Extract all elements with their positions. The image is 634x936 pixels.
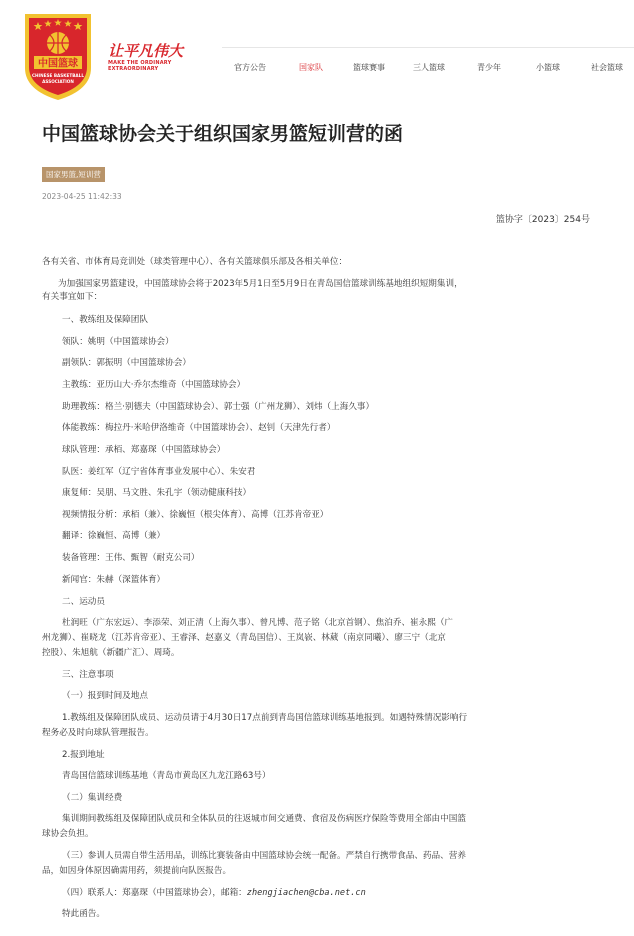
nav-item-mini-basketball[interactable]: 小篮球 [536, 63, 560, 72]
salutation: 各有关省、市体育局竞训处（球类管理中心）、各有关篮球俱乐部及各相关单位： [42, 257, 348, 267]
section-2-heading: 二、运动员 [62, 597, 105, 607]
contact-line [62, 887, 366, 899]
section-3-heading: 三、注意事项 [62, 670, 114, 680]
nav-divider [222, 47, 634, 48]
subsection-2-heading: （二）集训经费 [62, 793, 123, 803]
nav-item-community[interactable]: 社会篮球 [591, 63, 623, 72]
nav-item-youth[interactable]: 青少年 [477, 63, 501, 72]
document-number: 篮协字〔2023〕254号 [495, 215, 590, 225]
article-date: 2023-04-25 11:42:33 [42, 192, 122, 201]
staff-equipment: 装备管理：王伟、甄智（耐克公司） [62, 553, 200, 563]
logo-en-2: ASSOCIATION [42, 79, 74, 84]
slogan-main: 让平凡伟大 [108, 43, 184, 60]
contact-email-link[interactable]: zhengjiachen@cba.net.cn [246, 888, 366, 898]
contact-prefix: （四）联系人：郑嘉琛（中国篮球协会），邮箱： [62, 888, 247, 898]
staff-assistant: 助理教练：格兰·别德夫（中国篮球协会）、郭士强（广州龙狮）、刘炜（上海久事） [62, 402, 375, 412]
nav-item-national-team[interactable]: 国家队 [299, 63, 323, 72]
intro-line-2: 有关事宜如下： [42, 292, 103, 302]
staff-team-manager: 球队管理：承栢、郑嘉琛（中国篮球协会） [62, 445, 226, 455]
slogan-sub-2: EXTRAORDINARY [108, 66, 159, 72]
staff-fitness: 体能教练：梅拉丹·米哈伊洛维奇（中国篮球协会）、赵钊（天津先行者） [62, 423, 336, 433]
main-nav [222, 62, 634, 76]
staff-press: 新闻官：朱赫（深篮体育） [62, 575, 166, 585]
nav-item-events[interactable]: 篮球赛事 [353, 63, 385, 72]
logo-text: 中国篮球 [38, 58, 78, 70]
staff-lead: 领队：姚明（中国篮球协会） [62, 337, 174, 347]
funding-line-2: 球协会负担。 [42, 829, 94, 839]
article-title: 中国篮球协会关于组织国家男篮短训营的函 [42, 123, 404, 145]
logo-en-1: CHINESE BASKETBALL [31, 73, 85, 78]
nav-item-announcements[interactable]: 官方公告 [234, 63, 266, 72]
report-line-1: 1.教练组及保障团队成员、运动员请于4月30日17点前到青岛国信篮球训练基地报到。如遇特殊情况影响行 [62, 713, 468, 723]
report-line-2: 程务必及时向球队管理报告。 [42, 728, 154, 738]
nav-item-3x3[interactable]: 三人篮球 [413, 63, 445, 72]
section-1-heading: 一、教练组及保障团队 [62, 315, 148, 325]
cba-logo[interactable] [22, 10, 94, 102]
supplies-line-2: 品，如因身体原因确需用药，须提前向队医报告。 [42, 866, 232, 876]
slogan [108, 44, 218, 84]
staff-rehab: 康复师：吴朋、马文胜、朱孔宇（领动健康科技） [62, 488, 252, 498]
funding-line-1: 集训期间教练组及保障团队成员和全体队员的往返城市间交通费、食宿及伤病医疗保险等费用全部由中国篮 [62, 814, 466, 824]
site-header [0, 0, 634, 112]
report-address: 青岛国信篮球训练基地（青岛市黄岛区九龙江路63号） [62, 771, 271, 781]
staff-head-coach: 主教练：亚历山大·乔尔杰维奇（中国篮球协会） [62, 380, 246, 390]
supplies-line-1: （三）参训人员需自带生活用品，训练比赛装备由中国篮球协会统一配备。严禁自行携带食品、药品、营养 [62, 851, 466, 861]
report-address-label: 2.报到地址 [62, 750, 105, 760]
subsection-1-heading: （一）报到时间及地点 [62, 691, 148, 701]
athletes-line-1: 杜润旺（广东宏远）、李添荣、刘正清（上海久事）、曾凡博、范子铭（北京首钢）、焦泊乔、崔永熙（广 [62, 618, 454, 628]
athletes-line-2: 州龙狮）、崔晓龙（江苏肯帝亚）、王睿泽、赵嘉义（青岛国信）、王岚嵚、林葳（南京同曦）、廖三宁（北京 [42, 633, 446, 643]
article-tag[interactable]: 国家男篮,短训营 [42, 167, 105, 182]
athletes-line-3: 控股）、朱旭航（新疆广汇）、周琦。 [42, 648, 180, 658]
staff-vice-lead: 副领队：郭振明（中国篮球协会） [62, 358, 191, 368]
staff-doctor: 队医：姜红军（辽宁省体育事业发展中心）、朱安君 [62, 467, 256, 477]
staff-translator: 翻译：徐巍恒、高博（兼） [62, 531, 166, 541]
closing: 特此函告。 [62, 909, 105, 919]
staff-video: 视频情报分析：承栢（兼）、徐巍恒（根尖体育）、高博（江苏肯帝亚） [62, 510, 329, 520]
intro-line-1: 为加强国家男篮建设，中国篮球协会将于2023年5月1日至5月9日在青岛国信篮球训练基地组织短期集训， [58, 279, 463, 289]
slogan-sub-1: MAKE THE ORDINARY [108, 60, 172, 66]
